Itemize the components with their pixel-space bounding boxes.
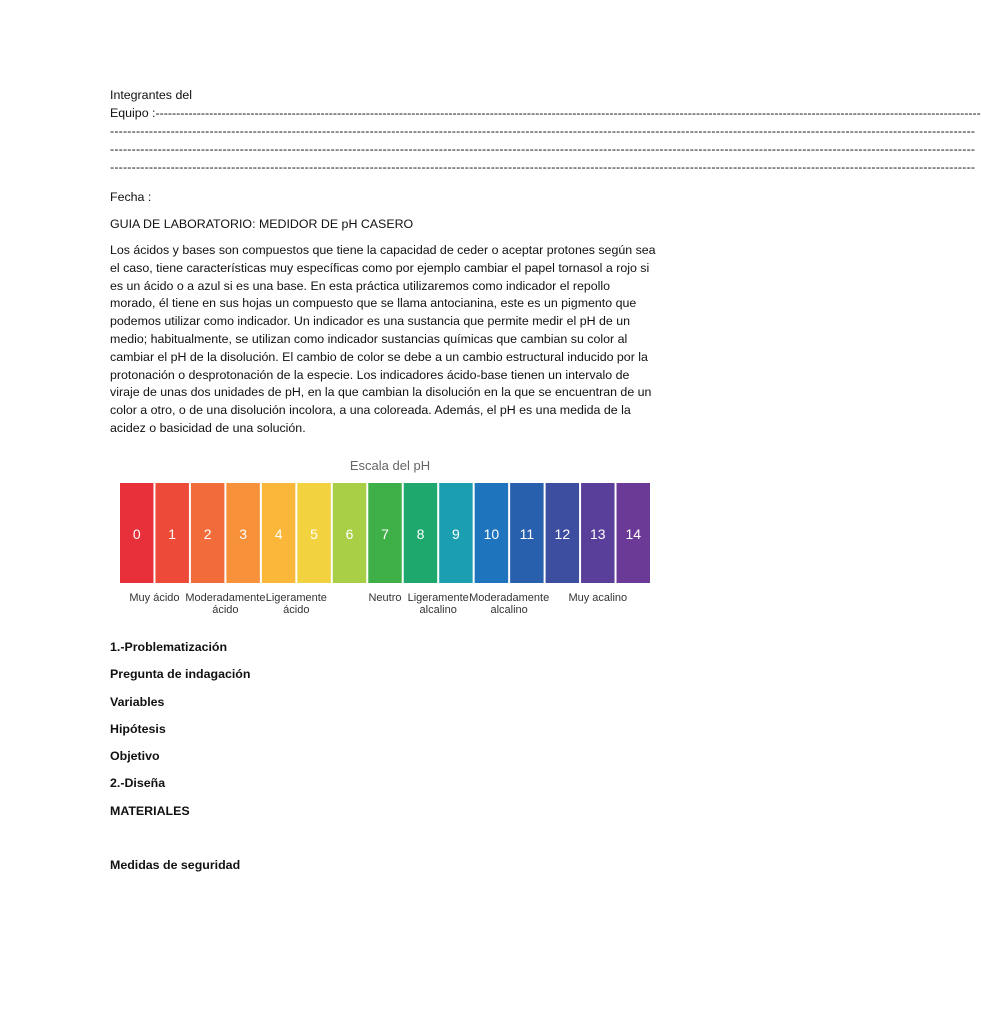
ph-group-label: Muy ácido — [129, 592, 180, 604]
ph-group-label: alcalino — [419, 604, 457, 616]
ph-value-label: 6 — [345, 526, 354, 542]
ph-value-label: 9 — [452, 526, 460, 542]
team-blank-line-3: -------------------------------------------------------------------------------------------------------------------------------------------------------------------------------------------------------- — [110, 142, 976, 156]
document-title: GUIA DE LABORATORIO: MEDIDOR DE pH CASERO — [110, 217, 414, 231]
ph-value-label: 14 — [625, 526, 642, 542]
team-field-label: Equipo : — [110, 106, 156, 120]
ph-value-label: 8 — [416, 526, 425, 542]
ph-group-label: alcalino — [490, 604, 528, 616]
ph-value-label: 10 — [483, 526, 500, 542]
date-label: Fecha : — [110, 190, 152, 204]
section-variables: Variables — [110, 694, 165, 709]
ph-value-label: 0 — [132, 526, 141, 542]
intro-paragraph: Los ácidos y bases son compuestos que tiene la capacidad de ceder o aceptar protones según sea el caso, tiene características muy específicas como por ejemplo cambiar el papel tornasol a rojo si es un ácido o a azul si es una base. En esta práctica utilizaremos como indicador el repollo morado, él tiene en sus hojas un compuesto que se llama antocianina, este es un pigmento que podemos utilizar como indicador. Un indicador es una sustancia que permite medir el pH de un medio; habitualmente, se utilizan como indicador sustancias químicas que cambian su color al cambiar el pH de la disolución. El cambio de color se debe a un cambio estructural inducido por la protonación o desprotonación de la especie. Los indicadores ácido-base tienen un intervalo de viraje de unas dos unidades de pH, en la que cambian la disolución en la que se encuentran de un color a otro, o de una disolución incolora, a una coloreada. Además, el pH es una medida de la acidez o basicidad de una solución. — [110, 243, 656, 435]
document-body — [110, 86, 981, 438]
ph-group-label: Moderadamente — [185, 592, 266, 604]
ph-value-label: 3 — [239, 526, 248, 542]
section-medidas-seguridad: Medidas de seguridad — [110, 858, 241, 873]
ph-group-label: Neutro — [368, 592, 402, 604]
ph-value-label: 13 — [590, 526, 606, 542]
ph-group-label: ácido — [212, 604, 239, 616]
ph-value-label: 2 — [203, 526, 212, 542]
ph-value-label: 7 — [381, 526, 389, 542]
ph-group-label: Moderadamente — [469, 592, 550, 604]
ph-value-label: 5 — [310, 526, 318, 542]
team-blank-line-4: -------------------------------------------------------------------------------------------------------------------------------------------------------------------------------------------------------- — [110, 160, 976, 174]
section-materiales: MATERIALES — [110, 803, 190, 818]
ph-value-label: 12 — [554, 526, 571, 542]
team-blank-line-2: -------------------------------------------------------------------------------------------------------------------------------------------------------------------------------------------------------- — [110, 124, 976, 138]
ph-group-label: Muy acalino — [568, 592, 628, 604]
ph-value-label: 1 — [168, 526, 177, 542]
section-objetivo: Objetivo — [110, 749, 160, 764]
ph-group-label: Ligeramente — [265, 592, 327, 604]
team-label: Integrantes del — [110, 88, 192, 102]
ph-scale-chart — [110, 452, 658, 632]
section-disena: 2.-Diseña — [110, 776, 166, 791]
ph-value-label: 4 — [274, 526, 283, 542]
section-problematizacion: 1.-Problematización — [110, 640, 228, 654]
sections-list — [110, 638, 658, 883]
chart-title: Escala del pH — [349, 458, 431, 473]
team-label-line2 — [110, 104, 981, 122]
ph-value-label: 11 — [519, 526, 535, 542]
section-pregunta: Pregunta de indagación — [110, 667, 251, 682]
ph-scale-svg — [110, 452, 658, 632]
ph-group-label: Ligeramente — [407, 592, 469, 604]
team-blank-line: -------------------------------------------------------------------------------------------------------------------------------------------------------------------------------------------------------- — [155, 106, 981, 120]
ph-group-label: ácido — [283, 604, 310, 616]
section-hipotesis: Hipótesis — [110, 721, 166, 736]
